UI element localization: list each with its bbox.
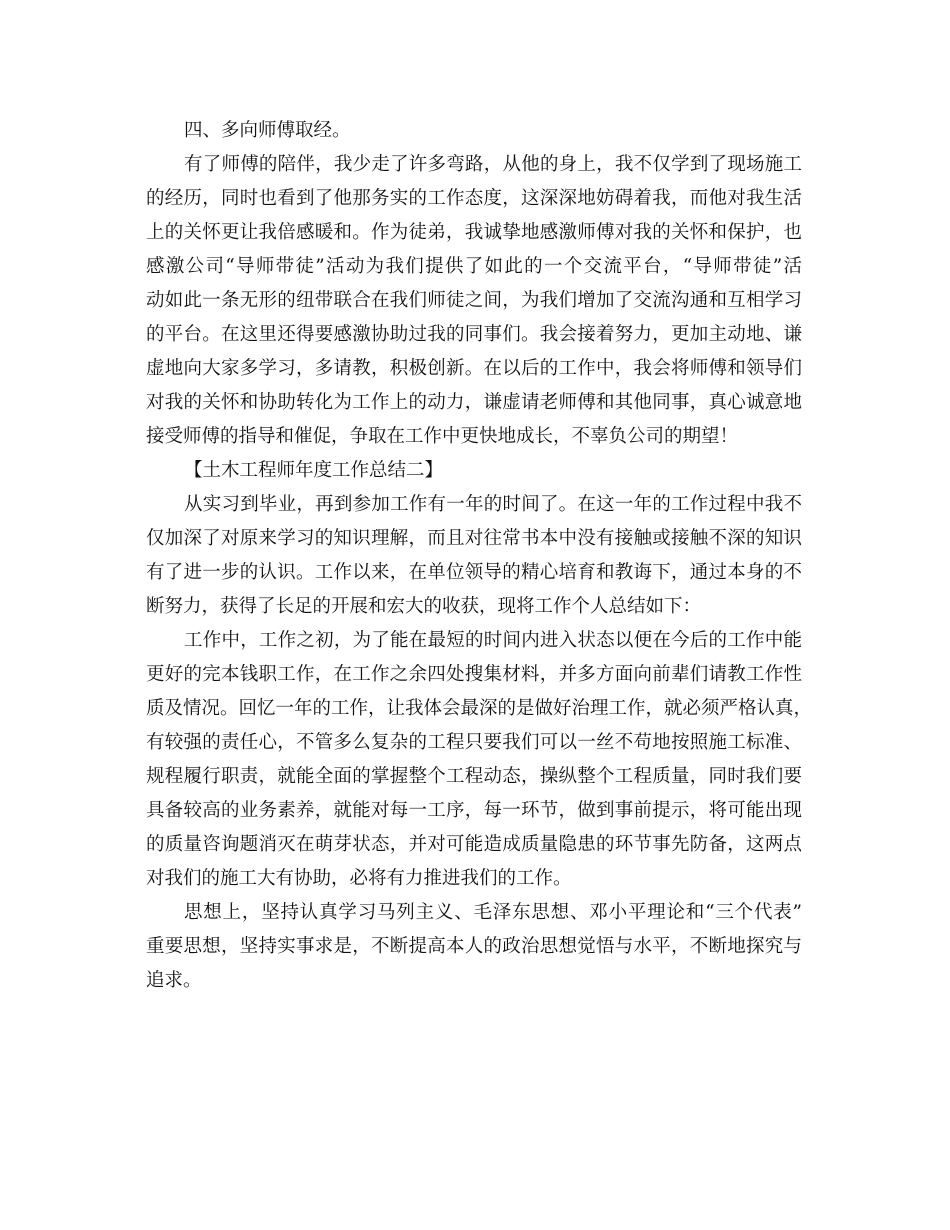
paragraph-line: 工作中，工作之初，为了能在最短的时间内进入状态以便在今后的工作中能	[184, 630, 802, 651]
paragraph-line: 上的关怀更让我倍感暖和。作为徒弟，我诚挚地感激师傅对我的关怀和保护，也	[146, 222, 802, 243]
document-page	[146, 114, 813, 998]
paragraph-line: 有了师傅的陪伴，我少走了许多弯路，从他的身上，我不仅学到了现场施工	[184, 154, 802, 175]
paragraph-line: 从实习到毕业，再到参加工作有一年的时间了。在这一年的工作过程中我不	[184, 494, 802, 515]
paragraph-line: 有了进一步的认识。工作以来，在单位领导的精心培育和教诲下，通过本身的不	[146, 562, 802, 583]
paragraph-line: 对我们的施工大有协助，必将有力推进我们的工作。	[146, 868, 572, 889]
paragraph-line: 仅加深了对原来学习的知识理解，而且对往常书本中没有接触或接触不深的知识	[146, 528, 802, 549]
section-title: 【土木工程师年度工作总结二】	[184, 460, 444, 481]
paragraph-line: 质及情况。回忆一年的工作，让我体会最深的是做好治理工作，就必须严格认真，	[146, 698, 813, 719]
paragraph-line: 的质量咨询题消灭在萌芽状态，并对可能造成质量隐患的环节事先防备，这两点	[146, 834, 802, 855]
paragraph-line: 重要思想，坚持实事求是，不断提高本人的政治思想觉悟与水平，不断地探究与	[146, 936, 802, 957]
paragraph-line: 规程履行职责，就能全面的掌握整个工程动态，操纵整个工程质量，同时我们要	[146, 766, 802, 787]
paragraph-line: 追求。	[146, 970, 202, 991]
paragraph-line: 具备较高的业务素养，就能对每一工序，每一环节，做到事前提示，将可能出现	[146, 800, 802, 821]
paragraph-line: 有较强的责任心，不管多么复杂的工程只要我们可以一丝不苟地按照施工标准、	[146, 732, 802, 753]
paragraph-line: 思想上，坚持认真学习马列主义、毛泽东思想、邓小平理论和“三个代表”	[184, 902, 802, 923]
paragraph-line: 感激公司“导师带徒”活动为我们提供了如此的一个交流平台，“导师带徒”活	[146, 256, 802, 277]
paragraph-line: 虚地向大家多学习，多请教，积极创新。在以后的工作中，我会将师傅和领导们	[146, 358, 802, 379]
paragraph-line: 的平台。在这里还得要感激协助过我的同事们。我会接着努力，更加主动地、谦	[146, 324, 802, 345]
section-heading: 四、多向师傅取经。	[184, 120, 351, 141]
paragraph-line: 对我的关怀和协助转化为工作上的动力，谦虚请老师傅和其他同事，真心诚意地	[146, 392, 802, 413]
paragraph-line: 接受师傅的指导和催促，争取在工作中更快地成长，不辜负公司的期望！	[146, 426, 739, 447]
paragraph-line: 断努力，获得了长足的开展和宏大的收获，现将工作个人总结如下：	[146, 596, 702, 617]
paragraph-line: 的经历，同时也看到了他那务实的工作态度，这深深地妨碍着我，而他对我生活	[146, 188, 802, 209]
paragraph-line: 动如此一条无形的纽带联合在我们师徒之间，为我们增加了交流沟通和互相学习	[146, 290, 802, 311]
paragraph-line: 更好的完本钱职工作，在工作之余四处搜集材料，并多方面向前辈们请教工作性	[146, 664, 802, 685]
